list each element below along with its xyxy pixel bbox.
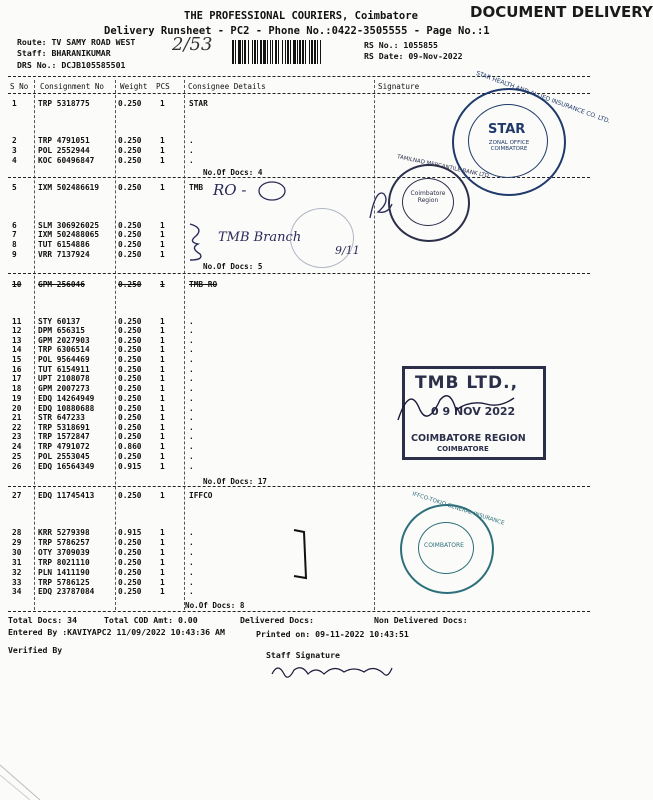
row-pcs: 1 xyxy=(160,230,165,239)
row-consignee: . xyxy=(189,442,194,451)
row-pcs: 1 xyxy=(160,394,165,403)
row-sno: 26 xyxy=(12,462,22,471)
row-consignee: . xyxy=(189,432,194,441)
row-weight: 0.250 xyxy=(118,326,142,335)
row-sno: 17 xyxy=(12,374,22,383)
row-weight: 0.250 xyxy=(118,432,142,441)
handwritten-sig: 9/11 xyxy=(335,244,360,257)
stamp-text: COIMBATORE REGION xyxy=(411,433,526,444)
row-pcs: 1 xyxy=(160,404,165,413)
group-rule xyxy=(8,273,590,274)
row-pcs: 1 xyxy=(160,280,165,289)
row-consignee: . xyxy=(189,462,194,471)
row-pcs: 1 xyxy=(160,442,165,451)
row-pcs: 1 xyxy=(160,374,165,383)
row-pcs: 1 xyxy=(160,355,165,364)
row-consignment: TRP 4791051 xyxy=(38,136,90,145)
row-sno: 23 xyxy=(12,432,22,441)
row-pcs: 1 xyxy=(160,146,165,155)
row-sno: 24 xyxy=(12,442,22,451)
row-weight: 0.250 xyxy=(118,404,142,413)
row-weight: 0.250 xyxy=(118,136,142,145)
entered-by: Entered By :KAVIYAPC2 11/09/2022 10:43:36 AM xyxy=(8,627,225,637)
row-weight: 0.250 xyxy=(118,336,142,345)
row-consignee: . xyxy=(189,317,194,326)
row-sno: 22 xyxy=(12,423,22,432)
row-weight: 0.250 xyxy=(118,578,142,587)
row-consignment: PLN 1411190 xyxy=(38,568,90,577)
row-consignment: STY 60137 xyxy=(38,317,81,326)
handwritten-circle xyxy=(256,180,288,202)
row-consignee: STAR xyxy=(189,99,208,108)
col-sno: S No xyxy=(10,82,29,91)
rs-number: RS No.: 1055855 xyxy=(364,40,438,50)
row-sno: 27 xyxy=(12,491,22,500)
row-sno: 7 xyxy=(12,230,17,239)
row-sno: 31 xyxy=(12,558,22,567)
row-weight: 0.250 xyxy=(118,423,142,432)
handwritten-tmb-branch: TMB Branch xyxy=(218,230,302,245)
row-consignee: . xyxy=(189,336,194,345)
row-weight: 0.250 xyxy=(118,374,142,383)
table-row xyxy=(0,345,600,355)
row-sno: 5 xyxy=(12,183,17,192)
row-weight: 0.250 xyxy=(118,568,142,577)
row-consignment: OTY 3709039 xyxy=(38,548,90,557)
row-pcs: 1 xyxy=(160,250,165,259)
tmb-round-stamp xyxy=(388,154,491,242)
row-weight: 0.250 xyxy=(118,230,142,239)
row-sno: 21 xyxy=(12,413,22,422)
row-consignment: EDQ 14264949 xyxy=(38,394,95,403)
handwritten-mark xyxy=(290,526,312,586)
row-pcs: 1 xyxy=(160,452,165,461)
row-consignee: . xyxy=(189,394,194,403)
row-weight: 0.915 xyxy=(118,462,142,471)
row-pcs: 1 xyxy=(160,587,165,596)
page-corner xyxy=(0,755,50,800)
row-consignment: GPM 2027903 xyxy=(38,336,90,345)
row-weight: 0.250 xyxy=(118,250,142,259)
row-pcs: 1 xyxy=(160,384,165,393)
table-row xyxy=(0,587,600,597)
row-consignment: POL 2553045 xyxy=(38,452,90,461)
row-sno: 3 xyxy=(12,146,17,155)
row-weight: 0.250 xyxy=(118,548,142,557)
row-weight: 0.250 xyxy=(118,221,142,230)
row-pcs: 1 xyxy=(160,528,165,537)
row-pcs: 1 xyxy=(160,317,165,326)
row-consignment: SLM 306926025 xyxy=(38,221,100,230)
row-pcs: 1 xyxy=(160,345,165,354)
row-weight: 0.250 xyxy=(118,413,142,422)
row-sno: 20 xyxy=(12,404,22,413)
row-consignee: TMB RO xyxy=(189,280,218,289)
row-consignee: . xyxy=(189,345,194,354)
stamp-text: ZONAL OFFICE COIMBATORE xyxy=(488,140,530,152)
row-pcs: 1 xyxy=(160,99,165,108)
row-consignment: EDQ 16564349 xyxy=(38,462,95,471)
row-sno: 19 xyxy=(12,394,22,403)
runsheet-title: Delivery Runsheet - PC2 - Phone No.:0422-3505555 - Page No.:1 xyxy=(104,25,490,37)
row-weight: 0.250 xyxy=(118,384,142,393)
row-weight: 0.250 xyxy=(118,99,142,108)
row-sno: 6 xyxy=(12,221,17,230)
signature-scribble xyxy=(390,380,520,430)
row-pcs: 1 xyxy=(160,183,165,192)
row-weight: 0.250 xyxy=(118,240,142,249)
row-sno: 29 xyxy=(12,538,22,547)
star-insurance-stamp xyxy=(452,69,612,196)
row-pcs: 1 xyxy=(160,156,165,165)
row-consignment: GPM 256046 xyxy=(38,280,85,289)
stamp-text: TAMILNAD MERCANTILE BANK LTD. xyxy=(396,154,491,180)
row-pcs: 1 xyxy=(160,432,165,441)
handwritten-note: 2/53 xyxy=(172,34,213,55)
row-pcs: 1 xyxy=(160,558,165,567)
row-pcs: 1 xyxy=(160,491,165,500)
row-weight: 0.250 xyxy=(118,280,142,289)
row-sno: 14 xyxy=(12,345,22,354)
non-delivered-docs: Non Delivered Docs: xyxy=(374,615,468,625)
group-count: No.Of Docs: 5 xyxy=(203,262,263,271)
row-consignee: . xyxy=(189,156,194,165)
table-row xyxy=(0,280,600,290)
row-weight: 0.250 xyxy=(118,317,142,326)
row-consignment: TUT 6154911 xyxy=(38,365,90,374)
total-cod: Total COD Amt: 0.00 xyxy=(104,615,198,625)
row-consignment: TUT 6154886 xyxy=(38,240,90,249)
group-count: No.Of Docs: 17 xyxy=(203,477,268,486)
row-consignee: . xyxy=(189,558,194,567)
row-weight: 0.250 xyxy=(118,558,142,567)
star-logo: STAR xyxy=(488,122,526,137)
table-row xyxy=(0,355,600,365)
stamp-text: COIMBATORE xyxy=(424,542,464,549)
row-consignment: IXM 502486619 xyxy=(38,183,100,192)
row-consignment: TRP 5318775 xyxy=(38,99,90,108)
stamp-date: 0 9 NOV 2022 xyxy=(431,405,516,418)
row-consignment: TRP 5786125 xyxy=(38,578,90,587)
row-consignee: . xyxy=(189,587,194,596)
row-consignee: . xyxy=(189,384,194,393)
table-top-rule xyxy=(8,76,590,77)
staff-signature-label: Staff Signature xyxy=(266,650,340,660)
row-consignee: . xyxy=(189,413,194,422)
row-consignee: . xyxy=(189,146,194,155)
table-row xyxy=(0,491,600,501)
row-consignment: TRP 5786257 xyxy=(38,538,90,547)
row-sno: 12 xyxy=(12,326,22,335)
row-consignee: . xyxy=(189,548,194,557)
delivered-docs: Delivered Docs: xyxy=(240,615,314,625)
group-count: No.Of Docs: 8 xyxy=(185,601,245,610)
row-weight: 0.860 xyxy=(118,442,142,451)
row-consignment: EDQ 11745413 xyxy=(38,491,95,500)
row-weight: 0.915 xyxy=(118,528,142,537)
rs-date: RS Date: 09-Nov-2022 xyxy=(364,51,463,61)
row-sno: 2 xyxy=(12,136,17,145)
row-sno: 1 xyxy=(12,99,17,108)
col-consignment: Consignment No xyxy=(40,82,105,91)
stamp-text: Coimbatore Region xyxy=(410,190,446,204)
row-consignee: . xyxy=(189,326,194,335)
barcode-image xyxy=(232,40,360,66)
verified-by: Verified By xyxy=(8,645,63,655)
row-sno: 9 xyxy=(12,250,17,259)
staff-signature-image xyxy=(268,660,398,684)
row-pcs: 1 xyxy=(160,568,165,577)
tmb-faint-stamp xyxy=(290,208,354,268)
row-sno: 34 xyxy=(12,587,22,596)
iffco-tokio-stamp xyxy=(400,491,505,594)
stamp-text: COIMBATORE xyxy=(437,445,489,453)
row-weight: 0.250 xyxy=(118,146,142,155)
handwritten-brace xyxy=(186,222,210,262)
col-signature: Signature xyxy=(378,82,420,91)
printed-on: Printed on: 09-11-2022 10:43:51 xyxy=(256,629,409,639)
stamp-title: TMB LTD., xyxy=(415,373,519,393)
row-consignee: . xyxy=(189,452,194,461)
group-rule xyxy=(8,486,590,487)
row-consignment: IXM 502488065 xyxy=(38,230,100,239)
table-row xyxy=(0,326,600,336)
row-weight: 0.250 xyxy=(118,156,142,165)
row-consignment: POL 9564469 xyxy=(38,355,90,364)
row-consignee: . xyxy=(189,136,194,145)
row-consignee: . xyxy=(189,374,194,383)
row-consignee: . xyxy=(189,423,194,432)
row-pcs: 1 xyxy=(160,365,165,374)
row-sno: 18 xyxy=(12,384,22,393)
route: Route: TV SAMY ROAD WEST xyxy=(17,37,136,47)
row-weight: 0.250 xyxy=(118,452,142,461)
drs-number: DRS No.: DCJB105585501 xyxy=(17,60,126,70)
group-count: No.Of Docs: 4 xyxy=(203,168,263,177)
row-weight: 0.250 xyxy=(118,183,142,192)
row-sno: 32 xyxy=(12,568,22,577)
row-sno: 8 xyxy=(12,240,17,249)
row-consignee: . xyxy=(189,404,194,413)
row-consignment: GPM 2007273 xyxy=(38,384,90,393)
row-consignment: POL 2552944 xyxy=(38,146,90,155)
staff: Staff: BHARANIKUMAR xyxy=(17,48,111,58)
table-row xyxy=(0,462,600,472)
row-consignee: . xyxy=(189,528,194,537)
row-consignee: . xyxy=(189,568,194,577)
row-pcs: 1 xyxy=(160,240,165,249)
row-consignment: VRR 7137924 xyxy=(38,250,90,259)
row-consignee: TMB xyxy=(189,183,204,192)
row-pcs: 1 xyxy=(160,423,165,432)
row-consignee: . xyxy=(189,365,194,374)
row-sno: 13 xyxy=(12,336,22,345)
row-pcs: 1 xyxy=(160,336,165,345)
row-weight: 0.250 xyxy=(118,394,142,403)
footer-rule xyxy=(8,611,590,612)
row-sno: 10 xyxy=(12,280,22,289)
row-consignment: UPT 2108078 xyxy=(38,374,90,383)
total-docs: Total Docs: 34 xyxy=(8,615,78,625)
row-consignment: TRP 8021110 xyxy=(38,558,90,567)
col-pcs: PCS xyxy=(156,82,170,91)
row-consignment: KOC 60496847 xyxy=(38,156,95,165)
row-sno: 25 xyxy=(12,452,22,461)
row-sno: 11 xyxy=(12,317,22,326)
col-weight: Weight xyxy=(120,82,148,91)
row-consignee: IFFCO xyxy=(189,491,213,500)
row-pcs: 1 xyxy=(160,221,165,230)
row-pcs: 1 xyxy=(160,326,165,335)
document-delivery-stamp: DOCUMENT DELIVERY xyxy=(470,3,653,21)
row-consignment: TRP 5318691 xyxy=(38,423,90,432)
row-consignment: KRR 5279398 xyxy=(38,528,90,537)
row-consignment: TRP 1572847 xyxy=(38,432,90,441)
row-consignment: TRP 6306514 xyxy=(38,345,90,354)
row-pcs: 1 xyxy=(160,413,165,422)
row-consignment: TRP 4791072 xyxy=(38,442,90,451)
col-consignee: Consignee Details xyxy=(188,82,266,91)
row-pcs: 1 xyxy=(160,548,165,557)
row-weight: 0.250 xyxy=(118,355,142,364)
row-consignee: . xyxy=(189,355,194,364)
row-sno: 28 xyxy=(12,528,22,537)
row-pcs: 1 xyxy=(160,538,165,547)
row-weight: 0.250 xyxy=(118,491,142,500)
row-sno: 30 xyxy=(12,548,22,557)
row-consignment: EDQ 23787084 xyxy=(38,587,95,596)
row-sno: 15 xyxy=(12,355,22,364)
row-sno: 4 xyxy=(12,156,17,165)
row-pcs: 1 xyxy=(160,462,165,471)
row-pcs: 1 xyxy=(160,136,165,145)
stamp-text: STAR HEALTH AND ALLIED INSURANCE CO. LTD. xyxy=(475,69,612,126)
row-consignee: . xyxy=(189,578,194,587)
row-weight: 0.250 xyxy=(118,538,142,547)
row-consignee: . xyxy=(189,538,194,547)
row-consignment: STR 647233 xyxy=(38,413,85,422)
row-weight: 0.250 xyxy=(118,365,142,374)
row-pcs: 1 xyxy=(160,578,165,587)
stamp-text: IFFCO-TOKIO GENERAL INSURANCE xyxy=(411,491,505,527)
row-sno: 16 xyxy=(12,365,22,374)
row-consignment: DPM 656315 xyxy=(38,326,85,335)
row-weight: 0.250 xyxy=(118,587,142,596)
company-name: THE PROFESSIONAL COURIERS, Coimbatore xyxy=(184,10,418,22)
row-sno: 33 xyxy=(12,578,22,587)
handwritten-tmb-ro: RO - xyxy=(213,181,247,199)
row-weight: 0.250 xyxy=(118,345,142,354)
row-consignment: EDQ 10880688 xyxy=(38,404,95,413)
